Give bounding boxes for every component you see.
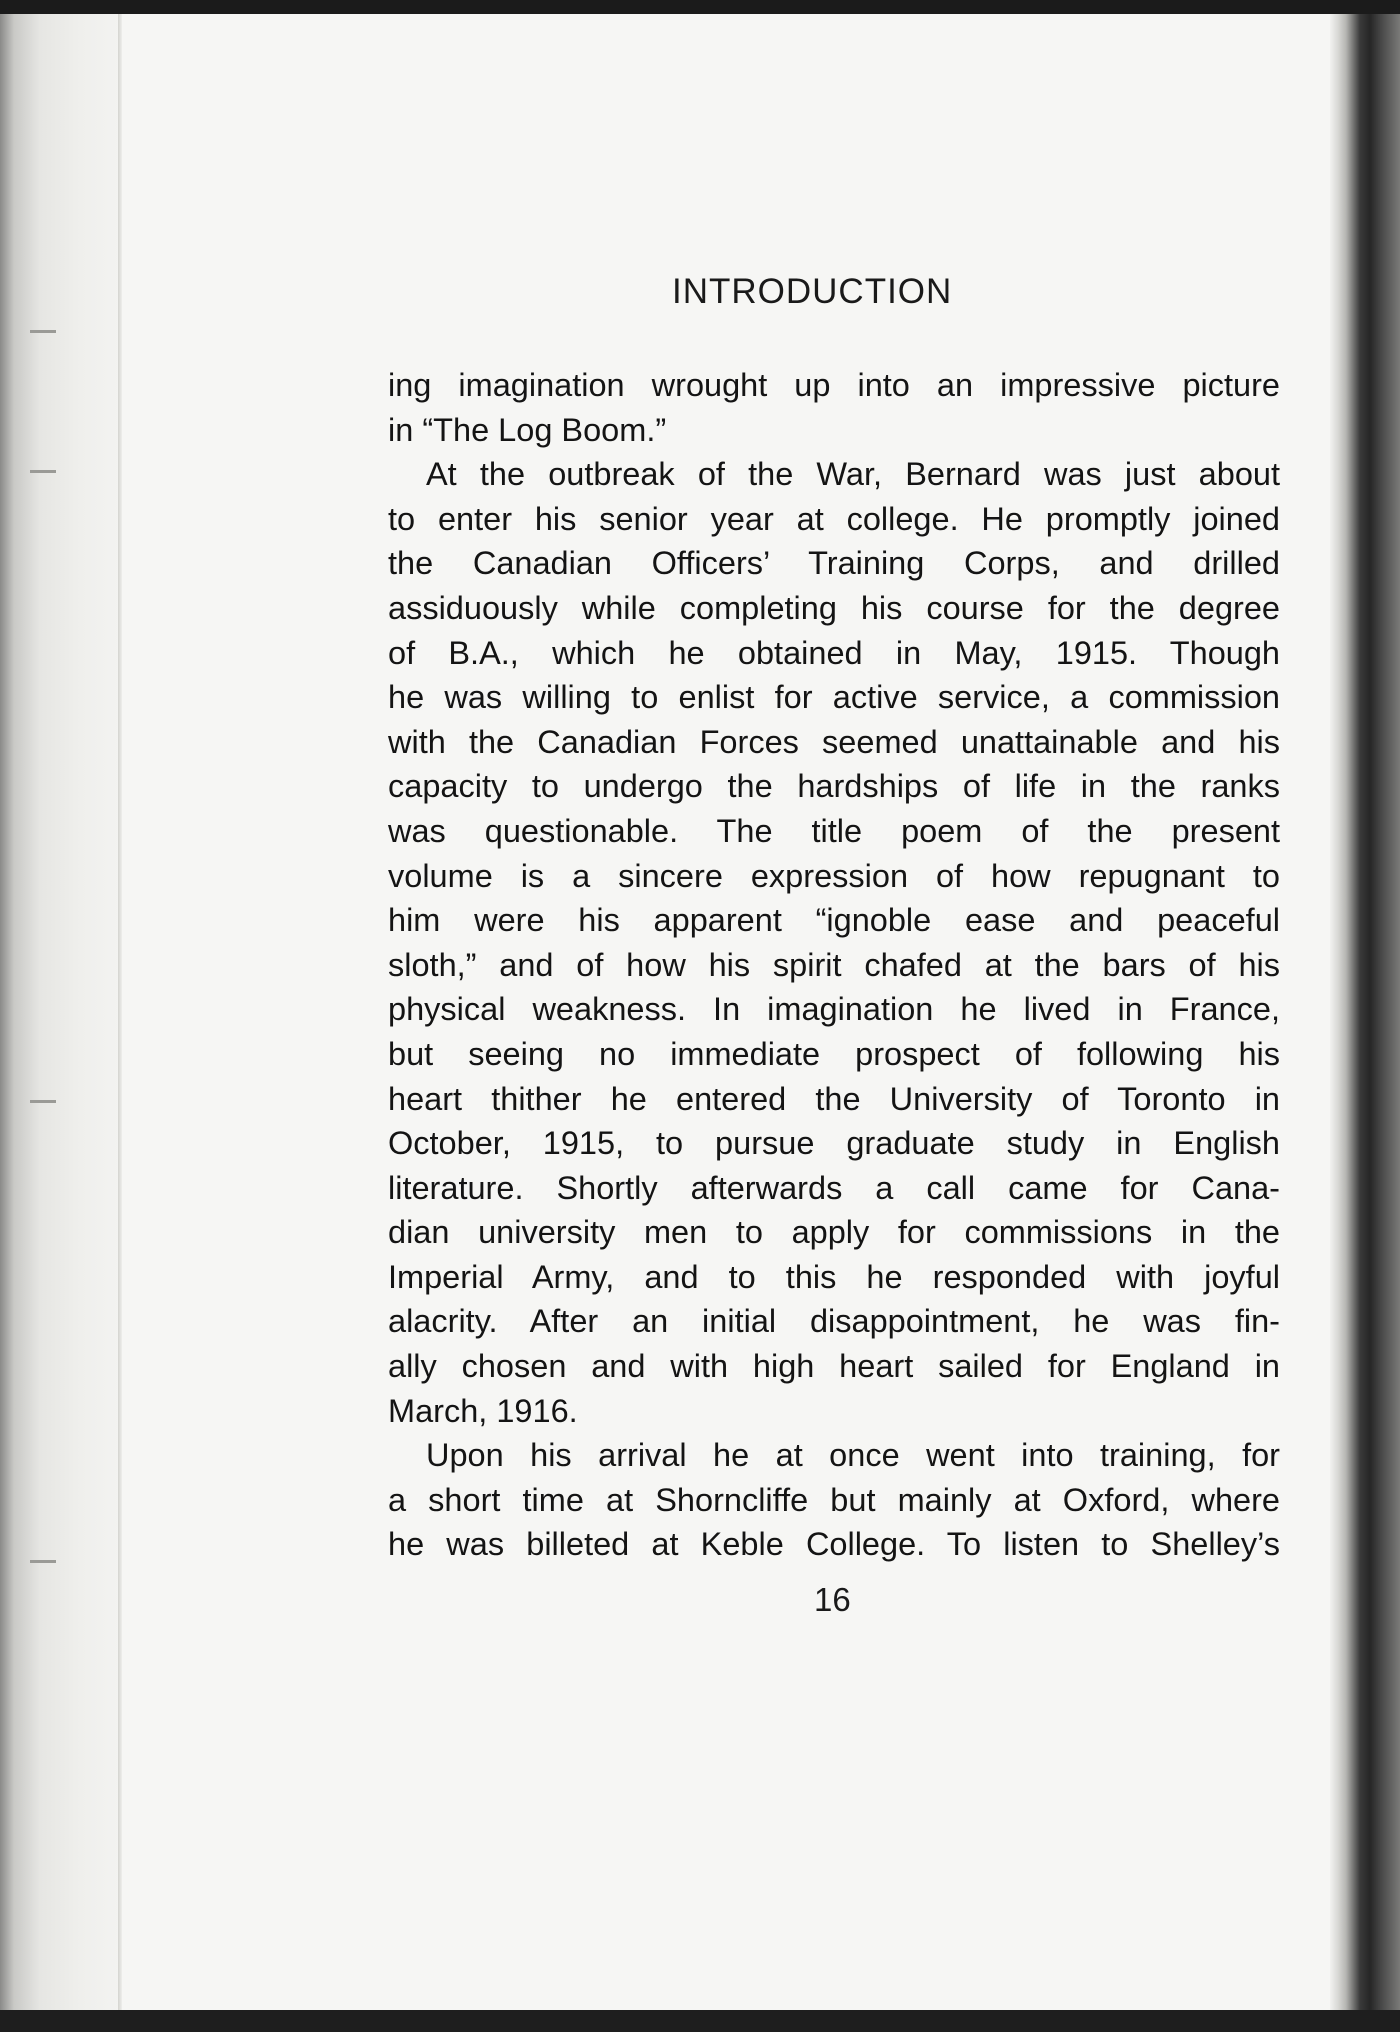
text-line: assiduously while completing his course for the degree [388, 589, 1280, 626]
text-line: physical weakness. In imagination he lived in France, [388, 991, 1280, 1028]
text-line: Upon his arrival he at once went into training, for [426, 1437, 1280, 1474]
text-line: ally chosen and with high heart sailed for England in [388, 1348, 1280, 1385]
page-number: 16 [814, 1581, 851, 1618]
text-line: of B.A., which he obtained in May, 1915. Though [388, 634, 1280, 671]
text-line: capacity to undergo the hardships of life in the ranks [388, 768, 1280, 805]
book-binding [0, 14, 120, 2010]
text-line: volume is a sincere expression of how repugnant to [388, 857, 1280, 894]
text-line: him were his apparent “ignoble ease and peaceful [388, 902, 1280, 939]
text-line: the Canadian Officers’ Training Corps, and drilled [388, 545, 1280, 582]
scanner-frame-top [0, 0, 1400, 14]
binding-stitch [30, 330, 56, 333]
text-line: but seeing no immediate prospect of following his [388, 1035, 1280, 1072]
text-line: to enter his senior year at college. He promptly joined [388, 500, 1280, 537]
text-line: was questionable. The title poem of the present [388, 812, 1280, 849]
book-page-edges [1330, 14, 1400, 2010]
scanner-frame-bottom [0, 2010, 1400, 2032]
body-text [388, 363, 1280, 1567]
binding-stitch [30, 1100, 56, 1103]
text-line: with the Canadian Forces seemed unattainable and his [388, 723, 1280, 760]
binding-stitch [30, 470, 56, 473]
text-line: he was billeted at Keble College. To listen to Shelley’s [388, 1526, 1280, 1563]
text-line: March, 1916. [388, 1392, 578, 1429]
text-line: heart thither he entered the University of Toronto in [388, 1080, 1280, 1117]
running-head: INTRODUCTION [672, 272, 953, 311]
text-line: a short time at Shorncliffe but mainly at Oxford, where [388, 1481, 1280, 1518]
text-line: ing imagination wrought up into an impressive picture [388, 367, 1280, 403]
text-line: Imperial Army, and to this he responded with joyful [388, 1258, 1280, 1295]
text-line: literature. Shortly afterwards a call came for Cana- [388, 1169, 1280, 1206]
text-line: sloth,” and of how his spirit chafed at the bars of his [388, 946, 1280, 983]
text-line: he was willing to enlist for active service, a commission [388, 679, 1280, 716]
text-line: October, 1915, to pursue graduate study in English [388, 1125, 1280, 1162]
text-line: At the outbreak of the War, Bernard was just about [426, 456, 1280, 493]
text-line: in “The Log Boom.” [388, 411, 667, 448]
text-line: dian university men to apply for commissions in the [388, 1214, 1280, 1251]
binding-stitch [30, 1560, 56, 1563]
text-line: alacrity. After an initial disappointment, he was fin- [388, 1303, 1280, 1340]
